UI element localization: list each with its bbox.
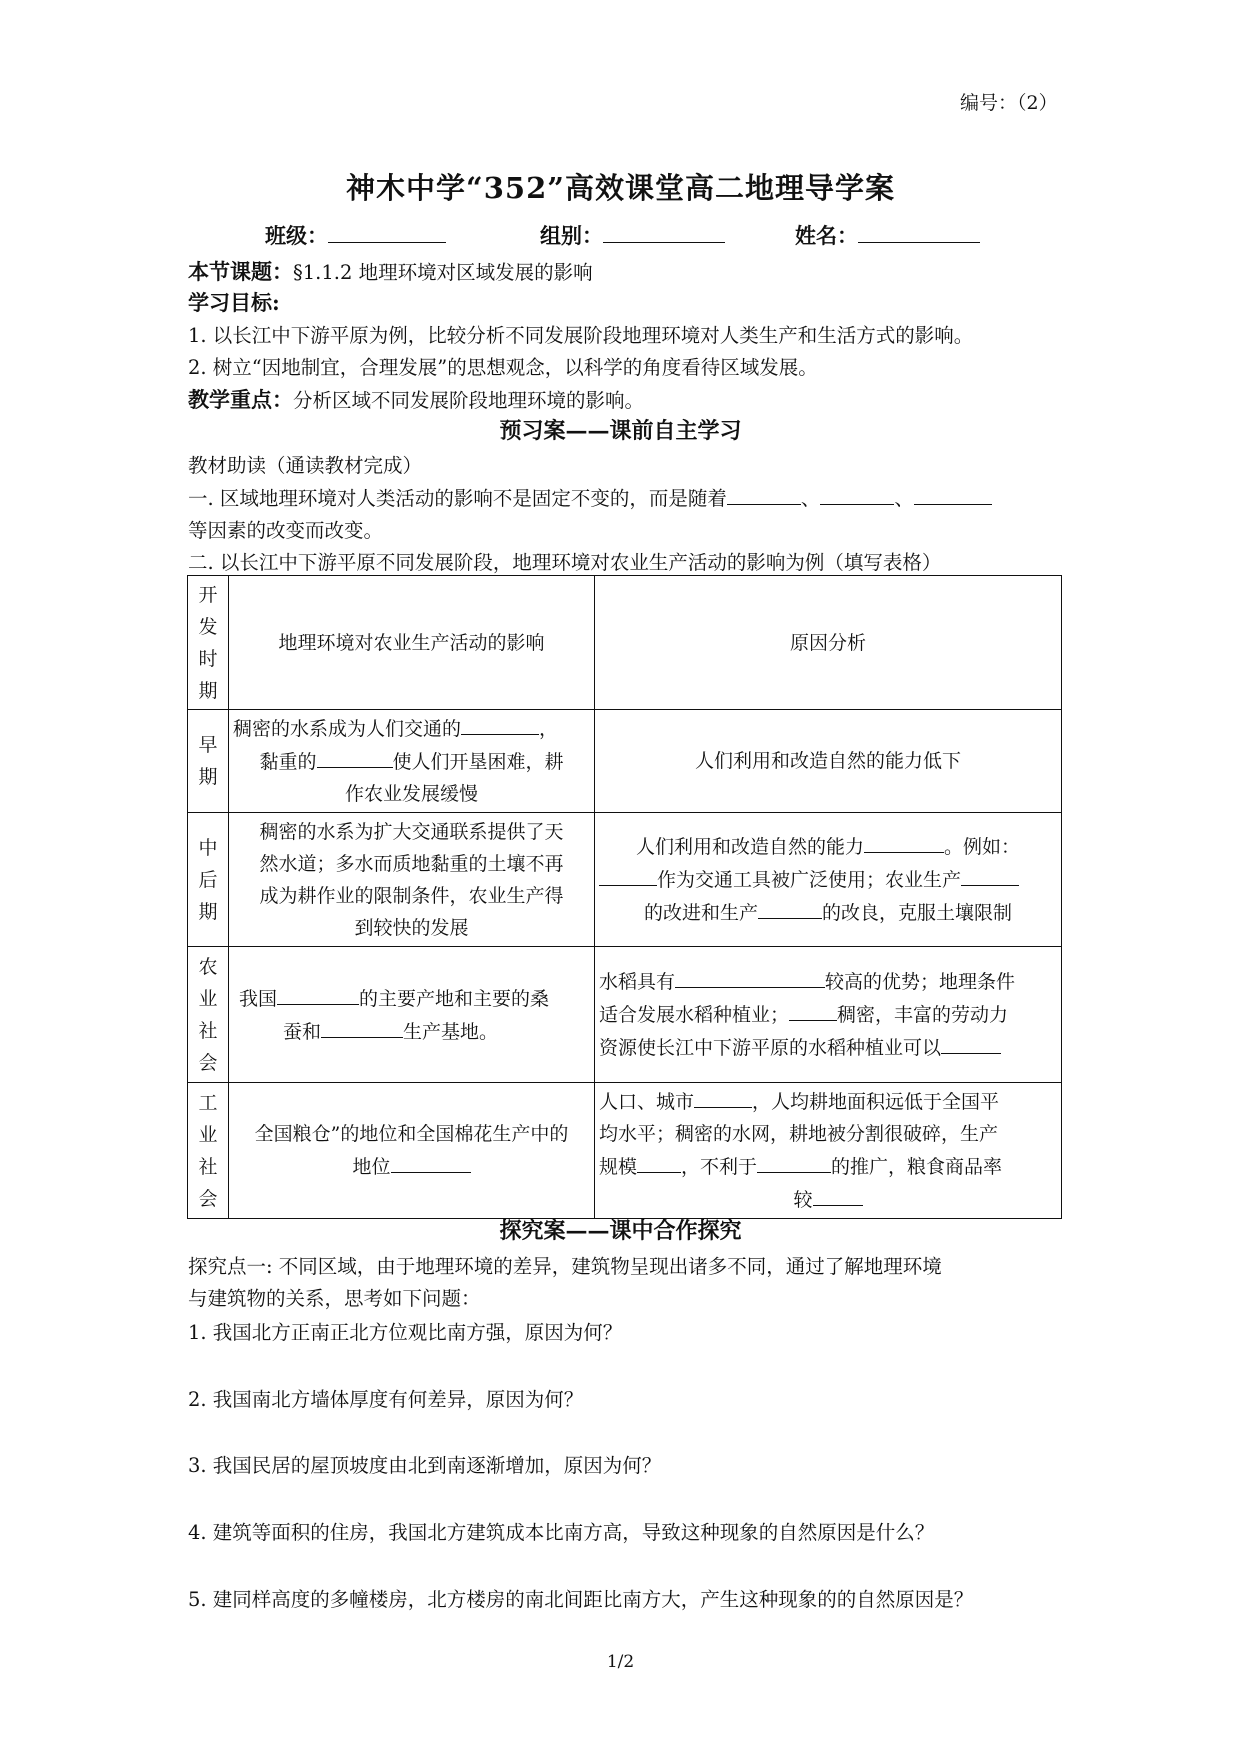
page-title: 神木中学“352”高效课堂高二地理导学案	[346, 171, 895, 205]
answer-blank[interactable]	[789, 998, 837, 1021]
cell-text: 地位	[352, 1156, 391, 1178]
answer-blank[interactable]	[317, 745, 393, 768]
preview-heading: 预习案——课前自主学习	[499, 418, 742, 444]
goals-label: 学习目标:	[188, 290, 280, 315]
table-row	[188, 1083, 1062, 1219]
period-char: 会	[198, 1187, 218, 1210]
cell-text: 稠密的水系为扩大交通联系提供了天	[259, 820, 564, 843]
cell-text: 稠密，丰富的劳动力	[837, 1004, 1009, 1026]
header-char: 时	[198, 647, 218, 670]
period-char: 中	[198, 836, 218, 859]
focus-value: 分析区域不同发展阶段地理环境的影响。	[293, 389, 645, 412]
topic-label: 本节课题：	[188, 259, 293, 284]
period-char: 早	[198, 734, 218, 756]
explore-heading: 探究案——课中合作探究	[499, 1218, 742, 1244]
cell-text: 较	[793, 1189, 813, 1211]
cell-text: 到较快的发展	[354, 916, 469, 939]
group-label: 组别：	[540, 223, 603, 248]
goal-item: 1. 以长江中下游平原为例，比较分析不同发展阶段地理环境对人类生产和生活方式的影响。	[188, 324, 974, 347]
cell-text: 蚕和	[283, 1020, 322, 1043]
row-impact	[229, 1083, 595, 1219]
cell-text: 均水平；稠密的水网，耕地被分割很破碎，生产	[599, 1123, 999, 1145]
q1-sep: 、	[800, 487, 821, 510]
cell-text: 的主要产地和主要的桑	[359, 987, 550, 1010]
cell-text: ，	[539, 718, 559, 740]
answer-blank[interactable]	[391, 1150, 471, 1173]
page-number: 1/2	[606, 1652, 635, 1672]
explore-question: 1. 我国北方正南正北方位观比南方强，原因为何？	[188, 1321, 623, 1344]
topic-value: §1.1.2 地理环境对区域发展的影响	[293, 261, 593, 284]
cell-text: 规模	[599, 1156, 638, 1178]
header-reason: 原因分析	[595, 576, 1062, 710]
q1-blank-1[interactable]	[727, 484, 801, 505]
period-char: 期	[198, 900, 218, 923]
cell-text: 成为耕作业的限制条件，农业生产得	[259, 884, 564, 907]
row-reason	[595, 813, 1062, 947]
preview-question-2: 二. 以长江中下游平原不同发展阶段，地理环境对农业生产活动的影响为例（填写表格）	[188, 551, 942, 574]
focus-line	[188, 384, 644, 414]
cell-text: 资源使长江中下游平原的水稻种植业可以	[599, 1037, 942, 1059]
row-impact	[229, 947, 595, 1083]
header-period	[188, 576, 229, 710]
explore-question: 5. 建同样高度的多幢楼房，北方楼房的南北间距比南方大，产生这种现象的的自然原因是？	[188, 1588, 974, 1611]
answer-blank[interactable]	[599, 863, 657, 886]
cell-text: 适合发展水稻种植业；	[599, 1004, 790, 1026]
cell-text: 作农业发展缓慢	[344, 783, 478, 805]
header-char: 期	[198, 679, 218, 702]
cell-text: 人口、城市	[599, 1091, 695, 1113]
serial-number: 编号：（2）	[960, 92, 1058, 114]
cell-text: 作为交通工具被广泛使用；农业生产	[657, 869, 962, 891]
period-char: 会	[198, 1051, 218, 1074]
row-reason	[595, 1083, 1062, 1219]
row-impact	[229, 813, 595, 947]
cell-text: 的改进和生产	[643, 902, 758, 924]
row-period	[188, 813, 229, 947]
explore-question: 3. 我国民居的屋顶坡度由北到南逐渐增加，原因为何？	[188, 1454, 662, 1477]
explore-question: 2. 我国南北方墙体厚度有何差异，原因为何？	[188, 1388, 584, 1411]
answer-blank[interactable]	[694, 1085, 752, 1108]
cell-text: 全国粮仓”的地位和全国棉花生产中的	[254, 1123, 569, 1145]
answer-blank[interactable]	[321, 1015, 403, 1038]
row-period	[188, 710, 229, 813]
header-impact: 地理环境对农业生产活动的影响	[229, 576, 595, 710]
cell-text: 水稻具有	[599, 971, 676, 993]
answer-blank[interactable]	[461, 712, 539, 735]
preview-question-1-cont: 等因素的改变而改变。	[188, 519, 384, 542]
name-label: 姓名：	[795, 223, 858, 248]
preview-subheading: 教材助读（通读教材完成）	[188, 454, 423, 477]
q1-text: 一. 区域地理环境对人类活动的影响不是固定不变的，而是随着	[188, 487, 727, 510]
table-header-row	[188, 576, 1062, 710]
q1-sep: 、	[894, 487, 914, 510]
answer-blank[interactable]	[637, 1150, 681, 1173]
answer-blank[interactable]	[813, 1183, 863, 1206]
row-period	[188, 1083, 229, 1219]
cell-text: 稠密的水系成为人们交通的	[233, 718, 462, 740]
table-row	[188, 710, 1062, 813]
answer-blank[interactable]	[277, 982, 359, 1005]
answer-blank[interactable]	[757, 1150, 831, 1173]
q1-blank-2[interactable]	[820, 484, 894, 505]
period-char: 社	[198, 1155, 218, 1178]
period-char: 工	[198, 1091, 218, 1114]
header-char: 发	[198, 615, 218, 638]
answer-blank[interactable]	[675, 965, 825, 988]
cell-text: 使人们开垦困难，耕	[392, 751, 564, 773]
goal-item: 2. 树立“因地制宜，合理发展”的思想观念，以科学的角度看待区域发展。	[188, 356, 818, 379]
table-row	[188, 813, 1062, 947]
development-stage-table	[187, 575, 1062, 1219]
cell-text: 黏重的	[259, 751, 317, 773]
row-reason	[595, 947, 1062, 1083]
topic-line	[188, 256, 593, 286]
explore-intro: 探究点一: 不同区域，由于地理环境的差异，建筑物呈现出诸多不同，通过了解地理环境	[188, 1255, 942, 1278]
cell-text: 生产基地。	[403, 1020, 499, 1043]
cell-text: 然水道；多水而质地黏重的土壤不再	[259, 852, 564, 875]
preview-question-1	[188, 483, 992, 511]
period-char: 业	[198, 1123, 218, 1146]
explore-question: 4. 建筑等面积的住房，我国北方建筑成本比南方高，导致这种现象的自然原因是什么？	[188, 1521, 935, 1544]
row-impact	[229, 710, 595, 813]
table-row	[188, 947, 1062, 1083]
class-blank[interactable]	[328, 222, 446, 243]
name-field	[795, 220, 980, 250]
group-field	[540, 220, 725, 250]
cell-text: 人们利用和改造自然的能力	[635, 836, 864, 858]
answer-blank[interactable]	[864, 830, 944, 853]
focus-label: 教学重点：	[188, 387, 293, 412]
period-char: 社	[198, 1019, 218, 1042]
cell-text: 我国	[239, 987, 278, 1010]
row-reason: 人们利用和改造自然的能力低下	[595, 710, 1062, 813]
class-label: 班级：	[265, 223, 328, 248]
cell-text: 。例如：	[944, 836, 1021, 858]
cell-text: 的改良，克服土壤限制	[822, 902, 1013, 924]
answer-blank[interactable]	[758, 896, 822, 919]
period-char: 业	[198, 987, 218, 1010]
row-period	[188, 947, 229, 1083]
cell-text: 较高的优势；地理条件	[825, 971, 1016, 993]
explore-intro: 与建筑物的关系，思考如下问题：	[188, 1287, 481, 1310]
cell-text: ，不利于	[681, 1156, 758, 1178]
cell-text: 的推广，粮食商品率	[831, 1156, 1003, 1178]
name-blank[interactable]	[858, 222, 980, 243]
cell-text: ，人均耕地面积远低于全国平	[752, 1091, 1000, 1113]
period-char: 农	[198, 955, 218, 978]
period-char: 后	[198, 868, 218, 891]
answer-blank[interactable]	[941, 1031, 1001, 1054]
group-blank[interactable]	[603, 222, 725, 243]
class-field	[265, 220, 446, 250]
header-char: 开	[198, 583, 218, 606]
q1-blank-3[interactable]	[914, 484, 992, 505]
period-char: 期	[198, 766, 218, 788]
answer-blank[interactable]	[961, 863, 1019, 886]
